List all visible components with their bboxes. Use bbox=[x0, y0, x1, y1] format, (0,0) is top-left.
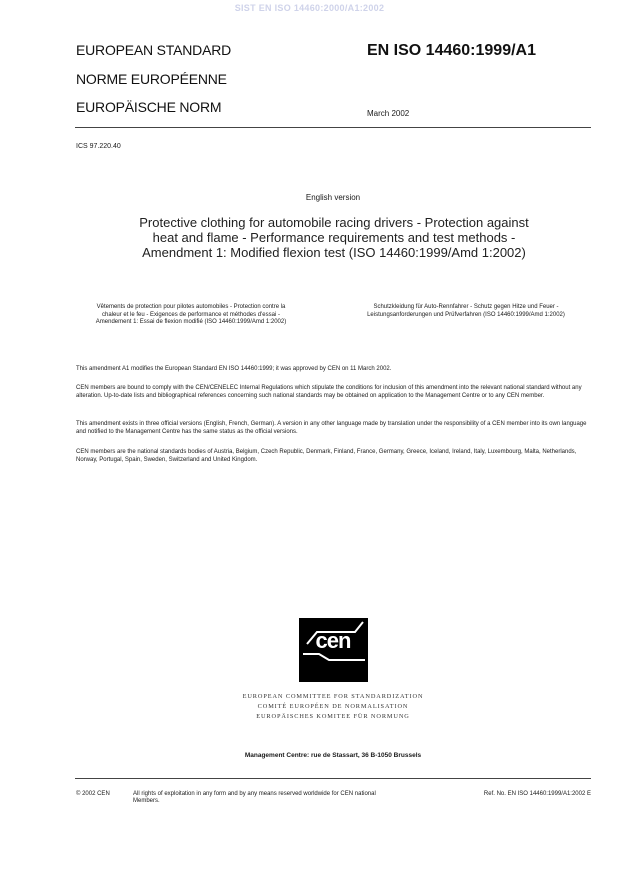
cen-logo-icon bbox=[299, 618, 368, 682]
committee-name-fr: COMITÉ EUROPÉEN DE NORMALISATION bbox=[257, 703, 409, 710]
standard-title-fr: NORME EUROPÉENNE bbox=[76, 71, 227, 87]
rights-notice: All rights of exploitation in any form and by any means reserved worldwide for CEN national Members. bbox=[133, 791, 376, 805]
ics-code: ICS 97.220.40 bbox=[76, 143, 121, 150]
standard-title-en: EUROPEAN STANDARD bbox=[76, 42, 232, 58]
cen-logo-text: cen bbox=[315, 628, 351, 653]
standard-number: EN ISO 14460:1999/A1 bbox=[367, 42, 536, 59]
footer-divider bbox=[75, 778, 591, 779]
approval-paragraph: This amendment A1 modifies the European Standard EN ISO 14460:1999; it was approved by CEN on 11 March 2002. bbox=[76, 366, 392, 372]
standard-title-de: EUROPÄISCHE NORM bbox=[76, 99, 222, 115]
members-paragraph: CEN members are the national standards bodies of Austria, Belgium, Czech Republic, Denmark, Finland, France, Germany, Greece, Iceland, Ireland, Italy, Luxembourg, Malta, Netherlands, Norway, Portugal, Spain, Sweden, Switzerland and United Kingdom. bbox=[76, 449, 577, 463]
committee-name-de: EUROPÄISCHES KOMITEE FÜR NORMUNG bbox=[256, 713, 410, 720]
french-title: Vêtements de protection pour pilotes automobiles - Protection contre la chaleur et le feu - Exigences de performance et méthodes d'essai - Amendement 1: Essai de flexion modifié (ISO 14460:1999/Amd 1:2002) bbox=[95, 304, 287, 325]
cen-logo bbox=[299, 618, 368, 682]
document-title: Protective clothing for automobile racing drivers - Protection against heat and flame - Performance requirements and test methods - Amendment 1: Modified flexion test (ISO 14460:1999/Amd 1:2002) bbox=[139, 215, 529, 260]
management-centre: Management Centre: rue de Stassart, 36 B-1050 Brussels bbox=[244, 752, 422, 759]
versions-paragraph: This amendment exists in three official versions (English, French, German). A version in any other language made by translation under the responsibility of a CEN member into its own language and notified to the Management Centre has the same status as the official versions. bbox=[76, 421, 587, 435]
watermark: SIST EN ISO 14460:2000/A1:2002 bbox=[234, 3, 385, 13]
committee-name-en: EUROPEAN COMMITTEE FOR STANDARDIZATION bbox=[242, 693, 424, 700]
reference-number: Ref. No. EN ISO 14460:1999/A1:2002 E bbox=[483, 791, 591, 797]
header-divider bbox=[75, 127, 591, 128]
version-label: English version bbox=[305, 193, 361, 202]
copyright: © 2002 CEN bbox=[76, 791, 110, 797]
german-title: Schutzkleidung für Auto-Rennfahrer - Schutz gegen Hitze und Feuer - Leistungsanforderungen und Prüfverfahren (ISO 14460:1999/Amd 1:2002) bbox=[367, 304, 565, 318]
publication-date: March 2002 bbox=[367, 109, 410, 118]
compliance-paragraph: CEN members are bound to comply with the CEN/CENELEC Internal Regulations which stipulate the conditions for inclusion of this amendment into the relevant national standard without any alteration. Up-to-date lists and bibliographical references concerning such national standards may be obtained on application to the Management Centre or to any CEN member. bbox=[76, 385, 582, 399]
